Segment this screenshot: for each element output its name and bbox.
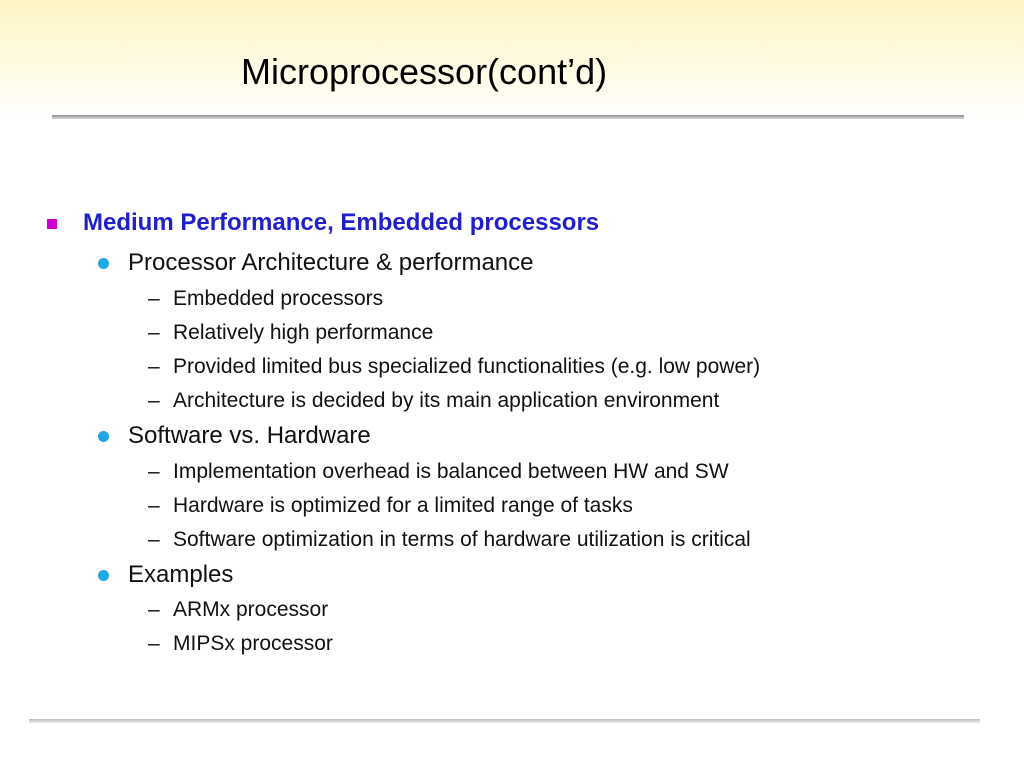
sub-bullet-text: Implementation overhead is balanced between HW and SW xyxy=(173,460,729,483)
sub-bullet-text: ARMx processor xyxy=(173,598,329,621)
sub-bullet-text: Architecture is decided by its main application environment xyxy=(173,389,720,412)
section-label: Examples xyxy=(128,561,234,588)
dash-bullet-icon: – xyxy=(148,287,160,310)
section-label: Processor Architecture & performance xyxy=(128,249,534,276)
sub-bullet-text: MIPSx processor xyxy=(173,632,333,655)
dash-bullet-icon: – xyxy=(148,528,160,551)
sub-bullet-text: Software optimization in terms of hardware utilization is critical xyxy=(173,528,751,551)
round-bullet-icon xyxy=(98,431,109,442)
dash-bullet-icon: – xyxy=(148,632,160,655)
slide-title: Microprocessor(cont’d) xyxy=(241,51,608,92)
title-divider xyxy=(52,115,964,119)
round-bullet-icon xyxy=(98,570,109,581)
dash-bullet-icon: – xyxy=(148,494,160,517)
sub-bullet-text: Hardware is optimized for a limited range of tasks xyxy=(173,494,633,517)
bullet-heading: Medium Performance, Embedded processors xyxy=(83,209,600,236)
sub-bullet-text: Provided limited bus specialized functionalities (e.g. low power) xyxy=(173,355,761,378)
footer-divider xyxy=(29,719,980,723)
dash-bullet-icon: – xyxy=(148,355,160,378)
dash-bullet-icon: – xyxy=(148,389,160,412)
dash-bullet-icon: – xyxy=(148,460,160,483)
square-bullet-icon xyxy=(47,219,57,229)
dash-bullet-icon: – xyxy=(148,598,160,621)
sub-bullet-text: Relatively high performance xyxy=(173,321,434,344)
sub-bullet-text: Embedded processors xyxy=(173,287,384,310)
round-bullet-icon xyxy=(98,258,109,269)
dash-bullet-icon: – xyxy=(148,321,160,344)
section-label: Software vs. Hardware xyxy=(128,422,371,449)
